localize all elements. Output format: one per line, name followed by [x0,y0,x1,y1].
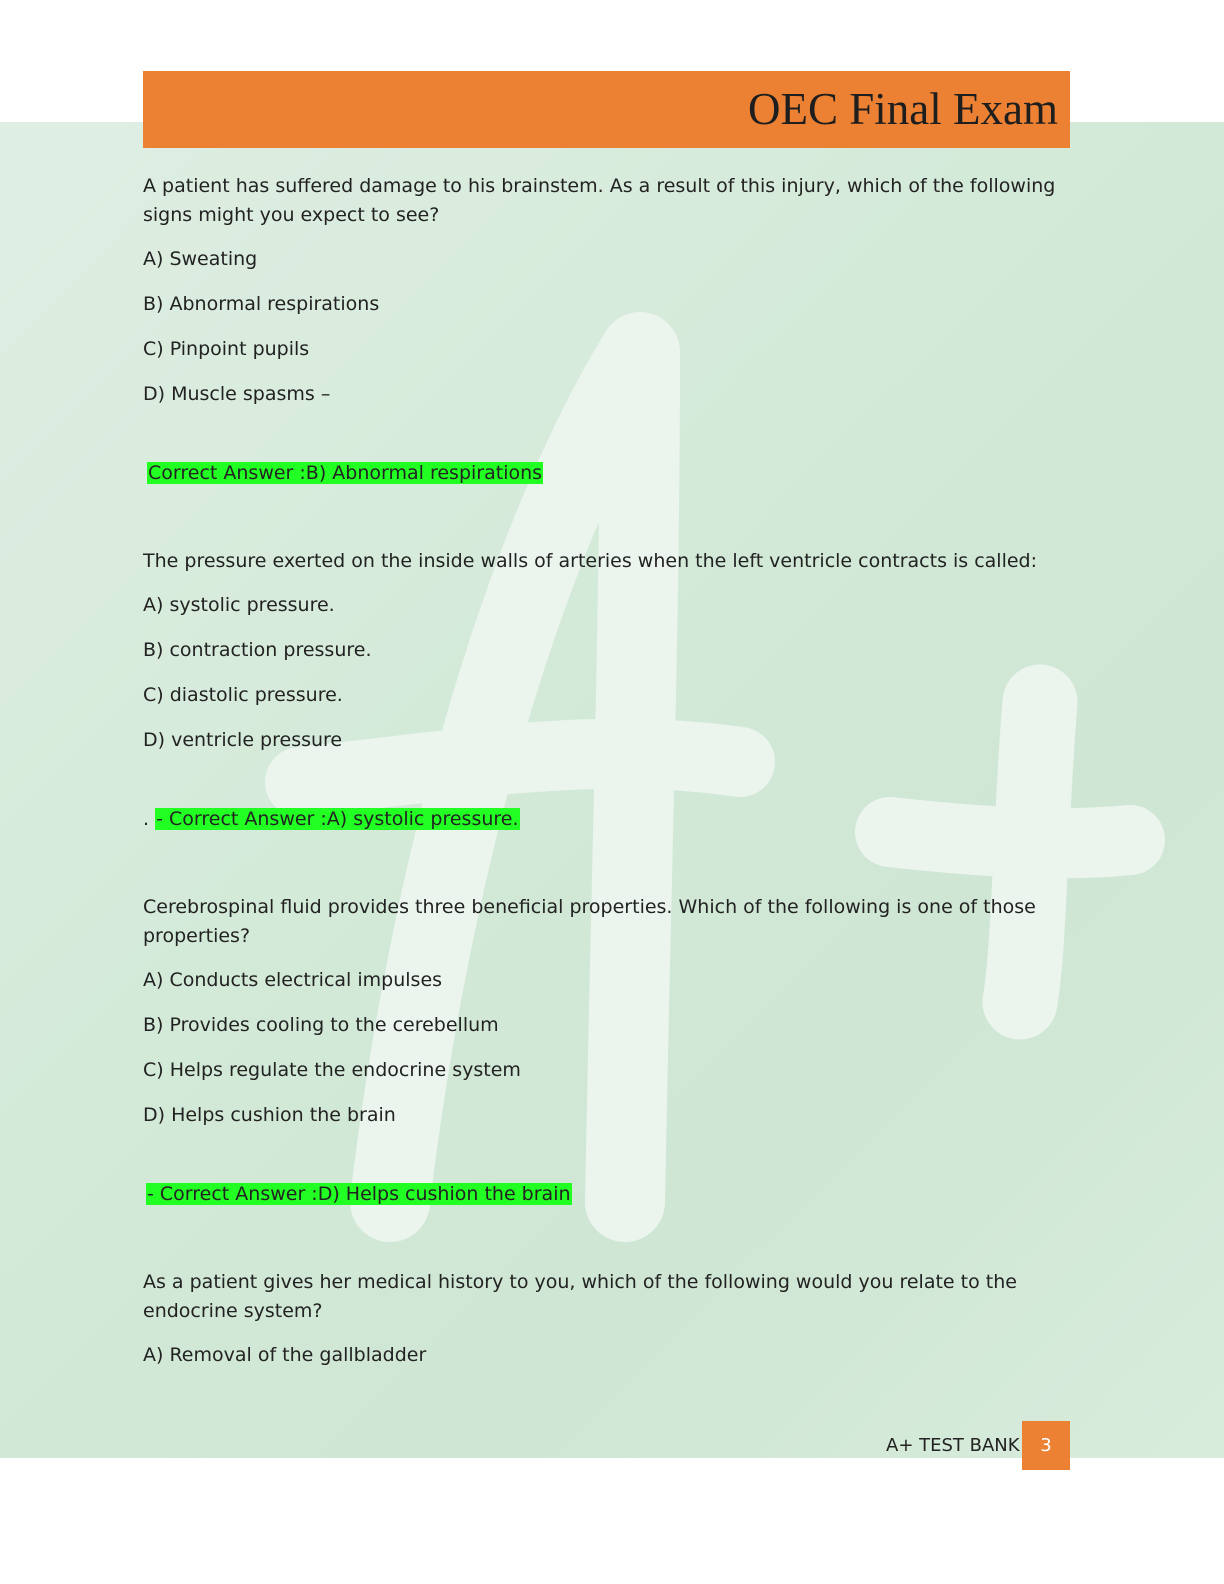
option-b: B) contraction pressure. [143,639,372,661]
option-d: D) Helps cushion the brain [143,1104,396,1126]
question-text: A patient has suffered damage to his brainstem. As a result of this injury, which of the following signs might you expect to see? [143,175,1056,226]
answer-line [143,1180,1073,1209]
answer-line [143,459,1073,488]
option-d: D) Muscle spasms – [143,383,331,405]
correct-answer-highlight: - Correct Answer :D) Helps cushion the brain [147,1183,571,1205]
option-a: A) systolic pressure. [143,594,335,616]
answer-line [143,805,1073,834]
page-title: OEC Final Exam [748,84,1058,134]
option-a: A) Sweating [143,248,258,270]
footer-label: A+ TEST BANK [886,1435,1020,1456]
option-b: B) Abnormal respirations [143,293,380,315]
question-list [143,172,1073,1386]
question-block [143,172,1073,488]
question-text: The pressure exerted on the inside walls of arteries when the left ventricle contracts is called: [143,550,1038,572]
question-block [143,547,1073,834]
option-c: C) Helps regulate the endocrine system [143,1059,521,1081]
option-c: C) diastolic pressure. [143,684,343,706]
question-text: As a patient gives her medical history to you, which of the following would you relate to the endocrine system? [143,1271,1017,1322]
option-d: D) ventricle pressure [143,729,343,751]
option-c: C) Pinpoint pupils [143,338,310,360]
question-block [143,1268,1073,1370]
option-a: A) Removal of the gallbladder [143,1344,427,1366]
question-text: Cerebrospinal fluid provides three beneficial properties. Which of the following is one of those properties? [143,896,1036,947]
option-b: B) Provides cooling to the cerebellum [143,1014,499,1036]
question-block [143,893,1073,1209]
option-a: A) Conducts electrical impulses [143,969,443,991]
correct-answer-highlight: - Correct Answer :A) systolic pressure. [156,808,519,830]
answer-prefix: . [143,808,156,830]
page-number: 3 [1022,1421,1070,1470]
header-bar [143,71,1070,148]
correct-answer-highlight: Correct Answer :B) Abnormal respirations [148,462,543,484]
